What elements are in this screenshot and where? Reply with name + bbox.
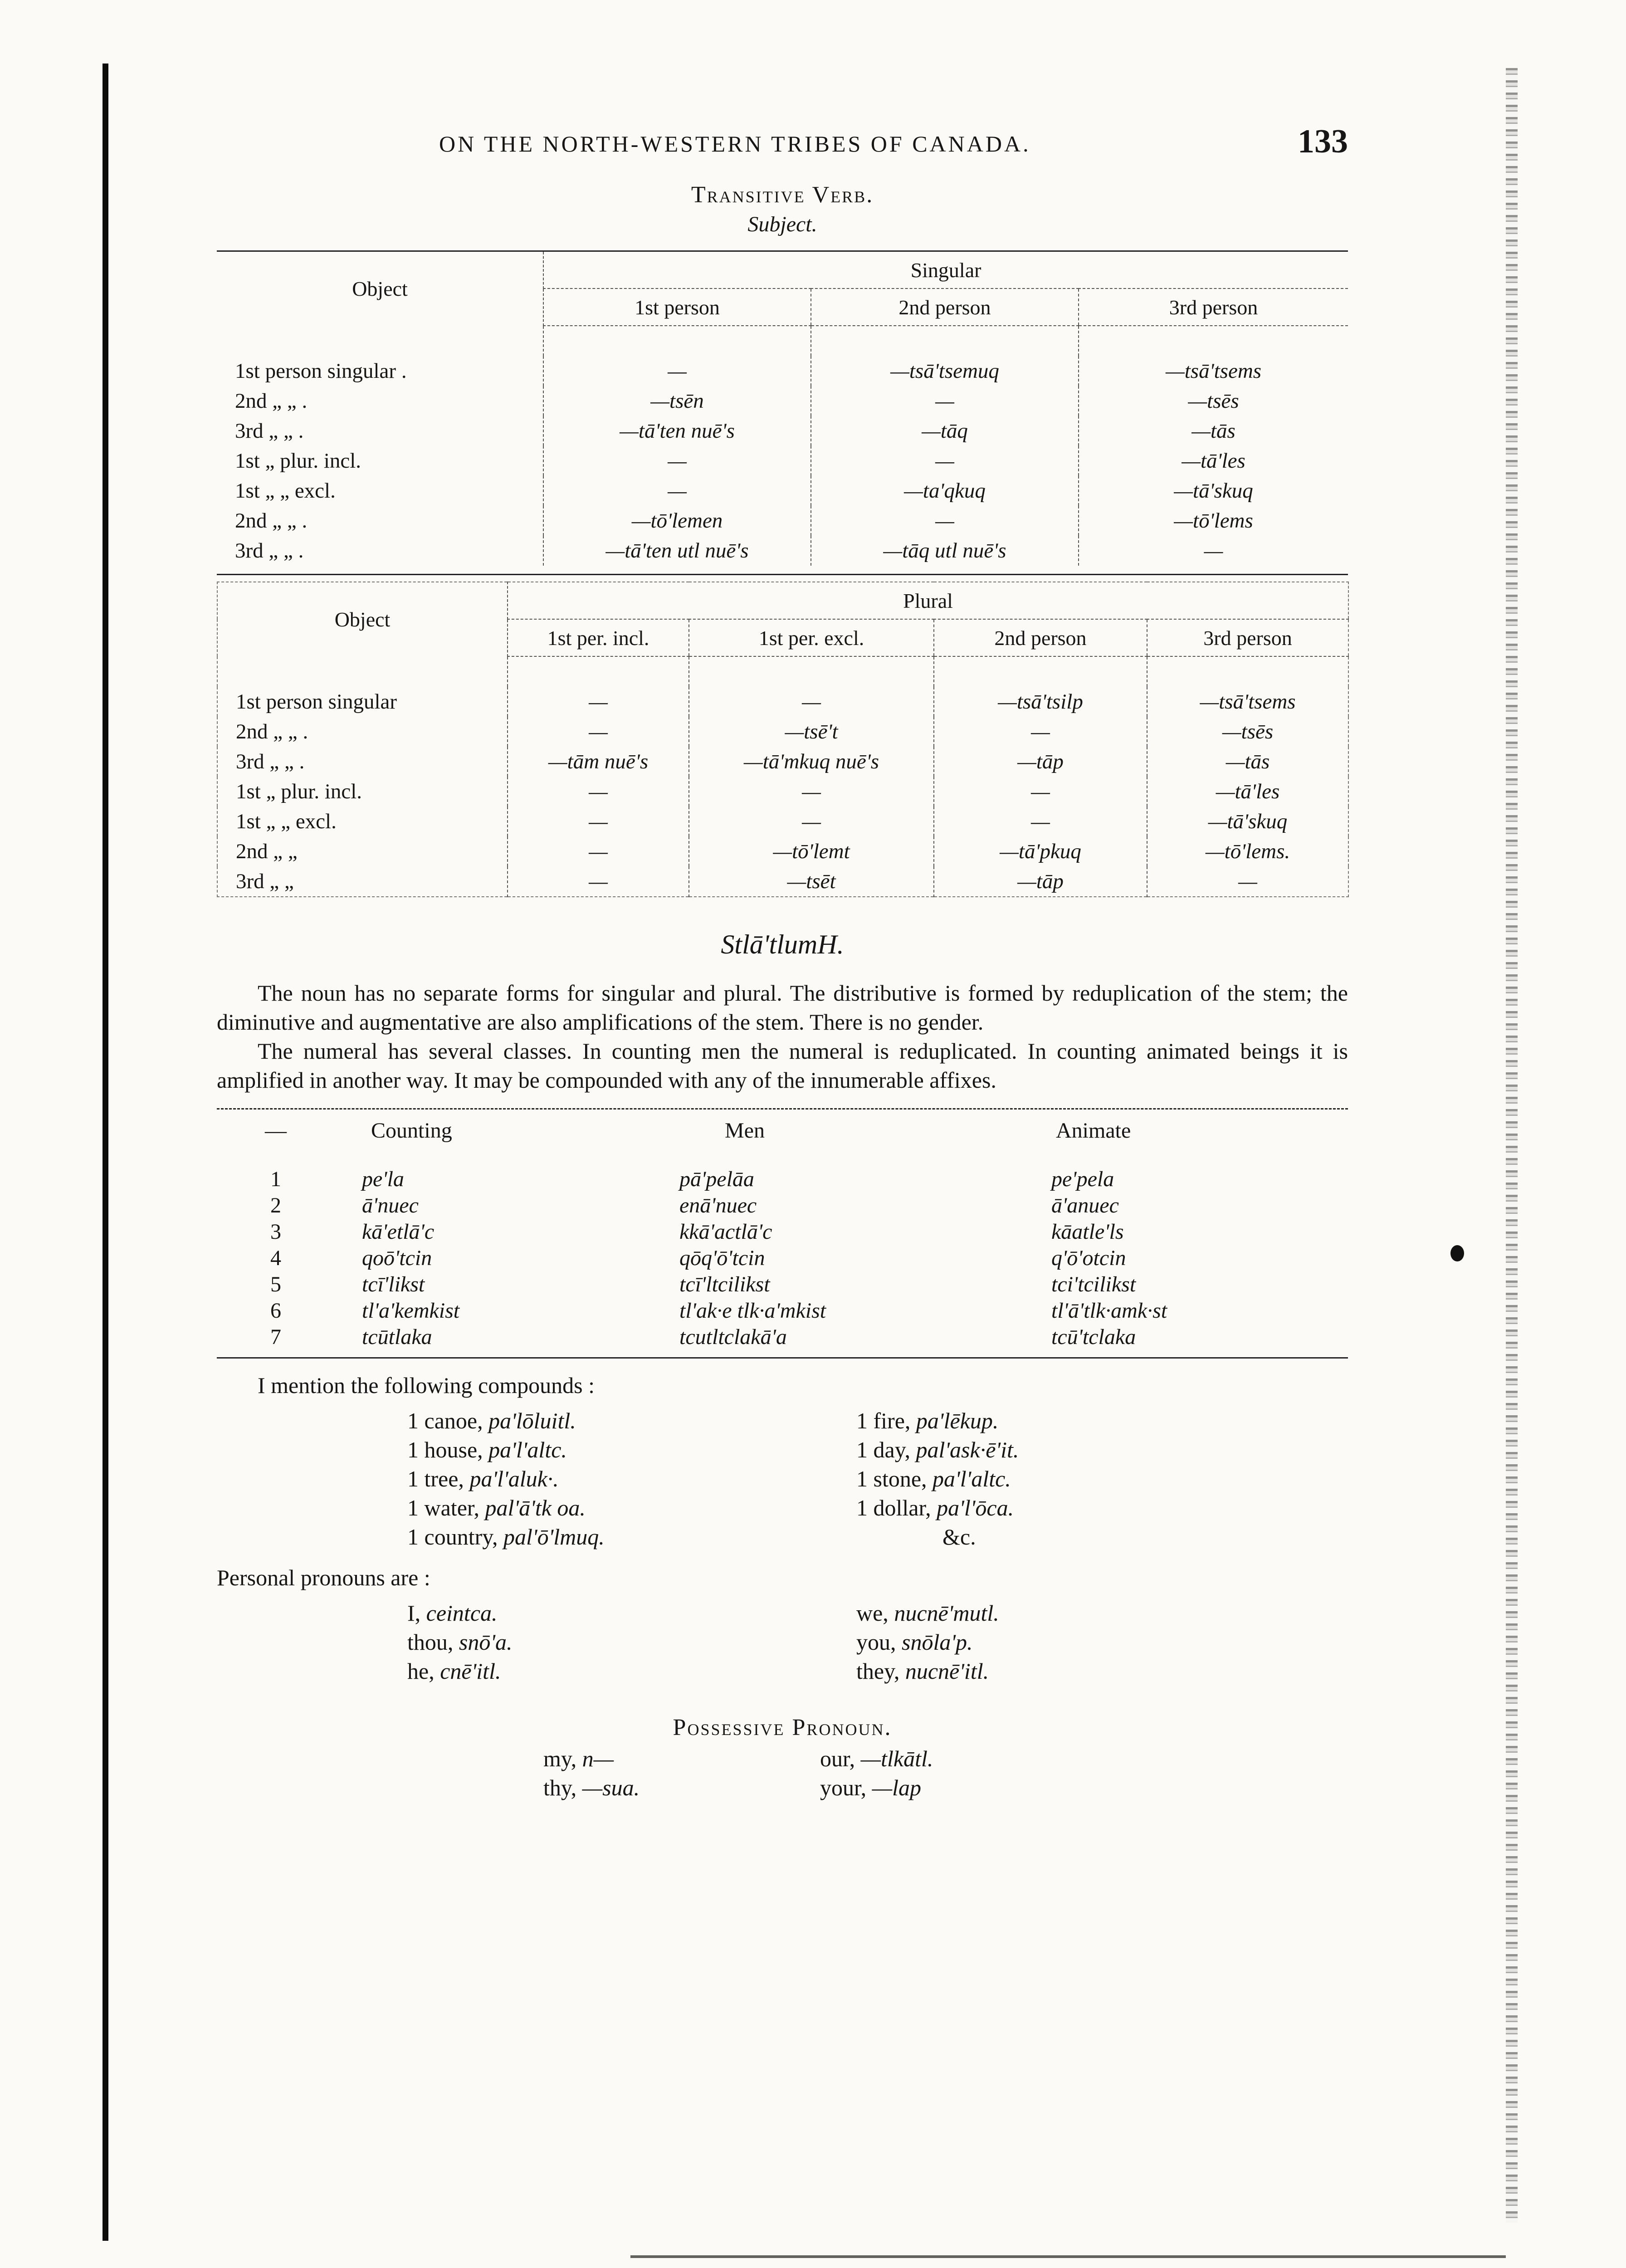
compounds-grid [407,1408,1348,1553]
form-cell: —tsēs [1079,386,1348,416]
compound-item [856,1437,1265,1466]
form-cell: — [543,476,811,506]
page-number: 133 [1298,123,1348,160]
table-row [217,1245,1348,1271]
form-cell: — [508,687,689,717]
table-row [217,717,1348,747]
form-cell: —ta'qkuq [811,476,1079,506]
compound-label: 1 dollar, [856,1495,937,1520]
counting-cell: tcī'likst [362,1272,425,1296]
compound-label: 1 tree, [407,1466,470,1491]
table-row [217,416,1348,446]
form-cell: — [508,807,689,836]
form-cell: — [689,777,934,807]
section-title: Stlā'tlumH. [721,929,844,959]
animate-cell: ā'anuec [1051,1193,1119,1217]
form-cell: —tsēt [689,866,934,897]
form-cell: — [811,386,1079,416]
column-header: 3rd person [1079,288,1348,326]
plural-header: Plural [508,582,1348,619]
object-header: Object [334,608,391,631]
singular-header: Singular [543,252,1348,288]
possessive-label: our, [820,1746,861,1771]
compound-item [407,1466,856,1495]
object-cell: 1st person singular . [235,359,407,383]
men-cell: pā'pelāa [679,1167,754,1191]
numeral-cell: 2 [270,1193,281,1217]
compound-item [407,1524,856,1553]
page-header [217,122,1348,172]
object-cell: 1st „ „ excl. [235,479,336,503]
form-cell: —tā'pkuq [934,836,1147,866]
pronoun-item [856,1600,1265,1629]
pronoun-label: thou, [407,1629,459,1655]
men-cell: tcutltclakā'a [679,1325,787,1349]
possessive-form: —tlkātl. [860,1746,933,1771]
form-cell: —tā'mkuq nuē's [689,747,934,777]
possessive-item [820,1774,1138,1804]
table-row [217,1324,1348,1350]
compound-label: 1 house, [407,1437,489,1462]
form-cell: — [811,506,1079,536]
column-header: 1st person [543,288,811,326]
table-row [217,1297,1348,1324]
form-cell: — [934,807,1147,836]
column-header: Counting [371,1118,452,1143]
pronoun-form: cnē'itl. [440,1658,501,1684]
form-cell: —tāp [934,747,1147,777]
men-cell: tcī'ltcilikst [679,1272,770,1296]
counting-cell: ā'nuec [362,1193,419,1217]
men-cell: qōq'ō'tcin [679,1246,765,1270]
possessive-item [543,1774,820,1804]
pronoun-item [856,1658,1265,1687]
form-cell: —tsā'tsemuq [811,356,1079,386]
numeral-cell: 1 [270,1167,281,1191]
form-cell: — [934,717,1147,747]
form-cell: —tās [1147,747,1348,777]
section-body [217,978,1348,1095]
form-cell: —tsā'tsems [1079,356,1348,386]
table-row [217,536,1348,566]
form-cell: —tsā'tsilp [934,687,1147,717]
table-row [217,747,1348,777]
form-cell: —tsā'tsems [1147,687,1348,717]
men-cell: kkā'actlā'c [679,1219,772,1244]
form-cell: — [508,717,689,747]
numeral-cell: 7 [270,1325,281,1349]
compound-label: 1 country, [407,1524,503,1549]
plural-conjugation-table [217,582,1349,897]
numerals-table [217,1110,1348,1350]
table-row [217,836,1348,866]
pronoun-form: ceintca. [426,1600,498,1626]
form-cell: —tō'lemen [543,506,811,536]
counting-cell: pe'la [362,1167,404,1191]
pronouns-grid [407,1600,1348,1687]
animate-cell: tl'ā'tlk·amk·st [1051,1298,1167,1323]
column-header: 3rd person [1147,619,1348,656]
table-row [217,687,1348,717]
object-cell: 3rd „ „ . [235,539,304,562]
form-cell: —tō'lemt [689,836,934,866]
object-cell: 3rd „ „ . [236,750,305,773]
pronoun-label: he, [407,1658,440,1684]
men-cell: enā'nuec [679,1193,757,1217]
pronoun-form: nucnē'itl. [905,1658,989,1684]
compound-label: 1 stone, [856,1466,933,1491]
form-cell: —tā'skuq [1147,807,1348,836]
table-row [217,356,1348,386]
column-header: Animate [1056,1118,1131,1143]
counting-cell: tl'a'kemkist [362,1298,460,1323]
form-cell: —tsēs [1147,717,1348,747]
column-header: — [265,1118,287,1143]
counting-cell: qoō'tcin [362,1246,432,1270]
form-cell: —tāq [811,416,1079,446]
table-row [217,446,1348,476]
possessive-label: thy, [543,1775,582,1800]
pronoun-label: you, [856,1629,902,1655]
compound-item [856,1466,1265,1495]
pronoun-item [407,1629,856,1658]
compound-form: pal'ask·ē'it. [916,1437,1019,1462]
form-cell: —tāq utl nuē's [811,536,1079,566]
scan-edge-left [103,64,108,2241]
transitive-verb-title: Transitive Verb. [691,182,874,208]
compound-form: pa'l'altc. [488,1437,567,1462]
form-cell: —tō'lems. [1147,836,1348,866]
form-cell: —tāp [934,866,1147,897]
paragraph: The numeral has several classes. In counting men the numeral is reduplicated. In counting animated beings it is amplified in another way. It may be compounded with any of the innumerable affixes. [217,1038,1348,1093]
table-row [217,476,1348,506]
column-header: 1st per. excl. [689,619,934,656]
table-row [217,506,1348,536]
table-row [217,1192,1348,1218]
pronouns-intro: Personal pronouns are : [217,1565,430,1590]
object-cell: 1st „ „ excl. [236,810,337,833]
animate-cell: q'ō'otcin [1051,1246,1126,1270]
form-cell: —tā'les [1147,777,1348,807]
table-row [217,866,1348,897]
object-cell: 2nd „ „ . [236,720,308,743]
compound-form: pal'ā'tk oa. [485,1495,586,1520]
compound-label: 1 canoe, [407,1408,489,1433]
table-row [217,1166,1348,1192]
compounds-intro: I mention the following compounds : [258,1373,595,1398]
compounds-section [217,1372,1348,1687]
form-cell: — [689,807,934,836]
possessive-title: Possessive Pronoun. [673,1715,892,1740]
compound-item [856,1495,1265,1524]
pronoun-label: we, [856,1600,894,1626]
compound-label: 1 water, [407,1495,485,1520]
form-cell: —tsēn [543,386,811,416]
paragraph: The noun has no separate forms for singular and plural. The distributive is formed by reduplication of the stem; the diminutive and augmentative are also amplifications of the stem. There is no gender. [217,980,1348,1035]
form-cell: —tā'skuq [1079,476,1348,506]
compound-item [407,1408,856,1437]
table-row [217,807,1348,836]
counting-cell: tcūtlaka [362,1325,432,1349]
compound-item [407,1495,856,1524]
column-header: 1st per. incl. [508,619,689,656]
numeral-cell: 3 [270,1219,281,1244]
possessive-form: —sua. [582,1775,640,1800]
table-row [217,777,1348,807]
form-cell: —tās [1079,416,1348,446]
object-cell: 2nd „ „ . [235,509,308,533]
animate-cell: kāatle'ls [1051,1219,1124,1244]
form-cell: —tsē't [689,717,934,747]
animate-cell: pe'pela [1051,1167,1114,1191]
table-row [217,1271,1348,1297]
possessive-label: your, [820,1775,872,1800]
possessive-item [820,1745,1138,1774]
pronoun-label: they, [856,1658,905,1684]
pronoun-item [856,1629,1265,1658]
object-cell: 3rd „ „ . [235,419,304,443]
possessive-item [543,1745,820,1774]
form-cell: — [1079,536,1348,566]
form-cell: — [934,777,1147,807]
counting-cell: kā'etlā'c [362,1219,435,1244]
object-cell: 3rd „ „ [236,870,294,893]
object-cell: 2nd „ „ . [235,389,308,413]
compound-item [856,1408,1265,1437]
form-cell: — [811,446,1079,476]
etcetera: &c. [942,1524,976,1549]
form-cell: —tā'ten utl nuē's [543,536,811,566]
object-cell: 1st „ plur. incl. [235,449,361,473]
table-row [217,386,1348,416]
men-cell: tl'ak·e tlk·a'mkist [679,1298,826,1323]
compound-form: pa'l'aluk·. [469,1466,559,1491]
numeral-cell: 6 [270,1298,281,1323]
compound-form: pa'lōluitl. [488,1408,576,1433]
page [217,122,1348,1804]
subject-subtitle: Subject. [747,212,817,236]
singular-conjugation-table [217,252,1348,566]
animate-cell: tcū'tclaka [1051,1325,1136,1349]
column-header: 2nd person [811,288,1079,326]
form-cell: — [689,687,934,717]
animate-cell: tci'tcilikst [1051,1272,1136,1296]
pronoun-label: I, [407,1600,426,1626]
pronoun-form: snōla'p. [902,1629,973,1655]
form-cell: —tō'lems [1079,506,1348,536]
possessive-form: —lap [872,1775,922,1800]
form-cell: — [543,356,811,386]
compound-item [856,1524,1265,1553]
pronoun-form: snō'a. [459,1629,513,1655]
scan-edge-bottom [630,2255,1506,2258]
possessive-label: my, [543,1746,582,1771]
pronoun-form: nucnē'mutl. [894,1600,999,1626]
compound-form: pa'l'ōca. [937,1495,1014,1520]
compound-label: 1 fire, [856,1408,916,1433]
compound-form: pa'lēkup. [916,1408,999,1433]
compound-label: 1 day, [856,1437,916,1462]
column-header: Men [725,1118,765,1143]
possessive-form: n— [582,1746,614,1771]
numeral-cell: 5 [270,1272,281,1296]
running-title: ON THE NORTH-WESTERN TRIBES OF CANADA. [439,131,1031,156]
possessive-grid [543,1745,1348,1804]
form-cell: — [508,866,689,897]
compound-form: pa'l'altc. [933,1466,1011,1491]
pronoun-item [407,1658,856,1687]
scan-edge-right [1506,68,1518,2223]
form-cell: — [508,777,689,807]
object-cell: 1st person singular [236,690,397,714]
form-cell: — [1147,866,1348,897]
compound-item [407,1437,856,1466]
numeral-cell: 4 [270,1246,281,1270]
object-cell: 2nd „ „ [236,840,298,863]
object-cell: 1st „ plur. incl. [236,780,362,803]
table-row [217,1218,1348,1245]
form-cell: — [508,836,689,866]
form-cell: — [543,446,811,476]
object-header: Object [352,277,408,300]
form-cell: —tām nuē's [508,747,689,777]
column-header: 2nd person [934,619,1147,656]
compound-form: pal'ō'lmuq. [503,1524,605,1549]
form-cell: —tā'ten nuē's [543,416,811,446]
pronoun-item [407,1600,856,1629]
form-cell: —tā'les [1079,446,1348,476]
ink-blot [1450,1245,1464,1261]
